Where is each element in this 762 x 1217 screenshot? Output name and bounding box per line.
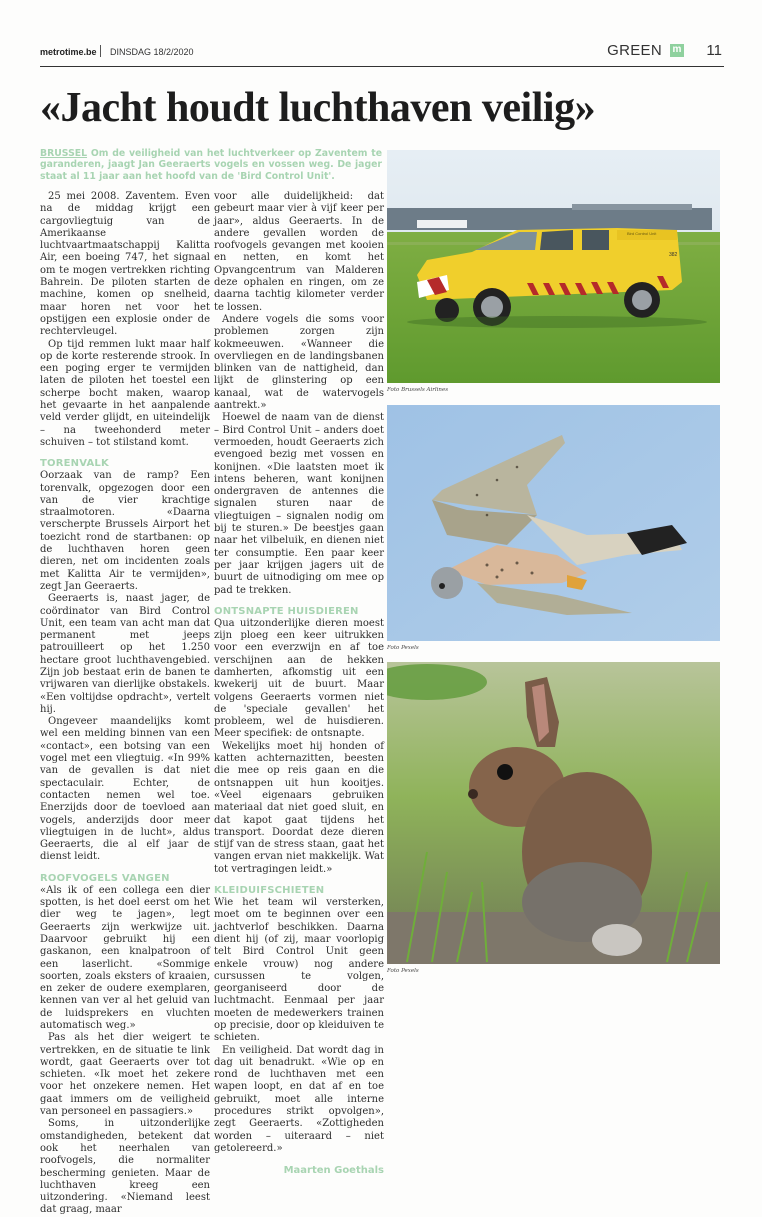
subheading: ONTSNAPTE HUISDIEREN <box>214 605 359 617</box>
subheading: ROOFVOGELS VANGEN <box>40 872 170 884</box>
paragraph: «Als ik of een collega een dier spotten, is het doel eerst om het dier weg te jagen», legt Geeraerts zijn werkwijze uit. Daarvoor gebruikt hij een gaskanon, een knalpatroon of een laserlicht. «Sommige soorten, zoals eksters of kraaien, en zeker de oudere exemplaren, kennen van ver al het geluid van de luidsprekers en vluchten automatisch weg.» <box>40 884 210 1031</box>
lead-place: BRUSSEL <box>40 148 88 159</box>
site-name[interactable]: metrotime.be <box>40 47 97 57</box>
paragraph: Andere vogels die soms voor problemen zorgen zijn kokmeeuwen. «Wanneer die overvliegen en de landingsbanen blinken van de nattigheid, dan lijkt de glinstering op een kanaal, wat de watervogels aantrekt.» <box>214 313 384 412</box>
paragraph: En veiligheid. Dat wordt dag in dag uit benadrukt. «Wie op en rond de luchthaven met een wapen loopt, en dat af en toe gebruikt, moet alle interne procedures strikt opvolgen», zegt Geeraerts. «Zottigheden worden – uiteraard – niet getolereerd.» <box>214 1044 384 1154</box>
page-number: 11 <box>706 42 722 59</box>
paragraph: Qua uitzonderlijke dieren moest zijn ploeg een keer uitrukken voor een everzwijn en af toe verschijnen aan de hekken damherten, afkomstig uit een kwekerij uit de buurt. Maar volgens Geeraerts vormen niet de 'speciale gevallen' het probleem, wel de huisdieren. Meer specifiek: de ontsnapte. <box>214 617 384 740</box>
text-column-2 <box>214 191 384 1176</box>
paragraph: voor alle duidelijkheid: dat gebeurt maar vier à vijf keer per jaar», aldus Geeraerts. In de andere gevallen worden de roofvogels gevangen met kooien en netten, en komt het Opvangcentrum van Malderen deze ophalen en ringen, om ze daarna tachtig kilometer verder te lossen. <box>214 191 384 313</box>
paragraph: Wie het team wil versterken, moet om te beginnen over een jachtverlof beschikken. Daarna dient hij (of zij, maar voorlopig telt Bird Control Unit geen enkele vrouw) nog andere cursussen te volgen, georganiseerd door de luchtmacht. Eenmaal per jaar moeten de medewerkers trainen op precisie, door op kleiduiven te schieten. <box>214 897 384 1044</box>
photo-credit: Foto Pexels <box>387 645 419 651</box>
metro-logo-icon: m <box>670 44 684 57</box>
paragraph: Pas als het dier weigert te vertrekken, en de situatie te link wordt, gaat Geeraerts over tot schieten. «Ik moet het zekere voor het onzekere nemen. Het gaat immers om de veiligheid van personeel en passagiers.» <box>40 1032 210 1118</box>
subheading: KLEIDUIFSCHIETEN <box>214 885 325 897</box>
page-header <box>40 40 724 67</box>
photo-credit: Foto Pexels <box>387 968 419 974</box>
photo-kestrel <box>387 405 720 641</box>
subheading: TORENVALK <box>40 458 109 470</box>
paragraph: Ongeveer maandelijks komt wel een melding binnen van een «contact», een botsing van een vogel met een vliegtuig. «In 99% van de gevallen is dat niet spectaculair. Echter, de contacten nemen wel toe. Enerzijds door de toevloed aan vogels, anderzijds door meer vliegtuigen in de lucht», aldus Geeraerts, die al elf jaar de dienst leidt. <box>40 716 210 863</box>
paragraph: Oorzaak van de ramp? Een torenvalk, opgezogen door een van de vier krachtige straalmotoren. «Daarna verscherpte Brussels Airport het toezicht rond de startbanen: op de luchthaven horen geen dieren, net om incidenten zoals met Kalitta Air te vermijden», zegt Jan Geeraerts. <box>40 470 210 592</box>
header-divider <box>100 45 101 57</box>
paragraph: Geeraerts is, naast jager, de coördinator van Bird Control Unit, een team van acht man dat permanent met jeeps patrouilleert op het 1.250 hectare groot luchthavengebied. Zijn job bestaat erin de banen te vrijwaren van dierlijke obstakels. «Een voltijdse opdracht», vertelt hij. <box>40 593 210 715</box>
lead-text: Om de veiligheid van het luchtverkeer op Zaventem te garanderen, jaagt Jan Geeraerts vogels en vossen weg. De jager staat al 11 jaar aan het hoofd van de 'Bird Control Unit'. <box>40 148 383 182</box>
paragraph: Soms, in uitzonderlijke omstandigheden, betekent dat ook het neerhalen van roofvogels, die normaliter bescherming genieten. Maar de luchthaven kreeg een uitzondering. «Niemand leest dat graag, maar <box>40 1118 210 1216</box>
photo-bird-control-vehicle <box>387 150 720 383</box>
article-lead <box>40 148 382 182</box>
photo-credit: Foto Brussels Airlines <box>387 387 449 393</box>
paragraph: Wekelijks moet hij honden of katten achternazitten, beesten die mee op reis gaan en die ontsnappen uit hun kooitjes. «Veel eigenaars gebruiken materiaal dat niet goed sluit, en dat kapot gaat tijdens het transport. Doordat deze dieren stijf van de stress staan, gaat het vangen ervan niet makkelijk. Wat tot vertragingen leidt.» <box>214 740 384 875</box>
paragraph: 25 mei 2008. Zaventem. Even na de middag krijgt een cargovliegtuig van de Amerikaanse luchtvaartmaatschappij Kalitta Air, een boeing 747, het signaal om te mogen vertrekken richting Bahrein. De piloten starten de machine, komen op snelheid, maar horen net voor het opstijgen een explosie onder de rechtervleugel. <box>40 191 210 338</box>
author-byline: Maarten Goethals <box>283 1165 384 1177</box>
paragraph: Op tijd remmen lukt maar half op de korte resterende strook. In een poging erger te vermijden laten de piloten het toestel een scherpe bocht maken, waarop het gevaarte in het aanpalende veld verder glijdt, en uiteindelijk – na tweehonderd meter schuiven – tot stilstand komt. <box>40 338 210 448</box>
paragraph: Hoewel de naam van de dienst – Bird Control Unit – anders doet vermoeden, houdt Geeraerts zich evengoed bezig met vossen en konijnen. «Die laatsten moet ik intens beheren, want konijnen ondergraven de antennes die signalen sturen naar de vliegtuigen – signalen nodig om bij te sturen.» De beestjes gaan naar het vilbeluik, en dienen niet ter consumptie. Een paar keer per jaar krijgen jagers uit de buurt de uitnodiging om mee op pad te trekken. <box>214 412 384 596</box>
vehicle-number: 382 <box>669 252 678 258</box>
article-title: «Jacht houdt luchthaven veilig» <box>40 85 596 131</box>
section-name: GREEN <box>607 42 662 59</box>
text-column-1 <box>40 191 210 1217</box>
photo-rabbit <box>387 662 720 964</box>
vehicle-lettering: Bird Control Unit <box>627 231 657 236</box>
issue-date: DINSDAG 18/2/2020 <box>110 47 194 57</box>
